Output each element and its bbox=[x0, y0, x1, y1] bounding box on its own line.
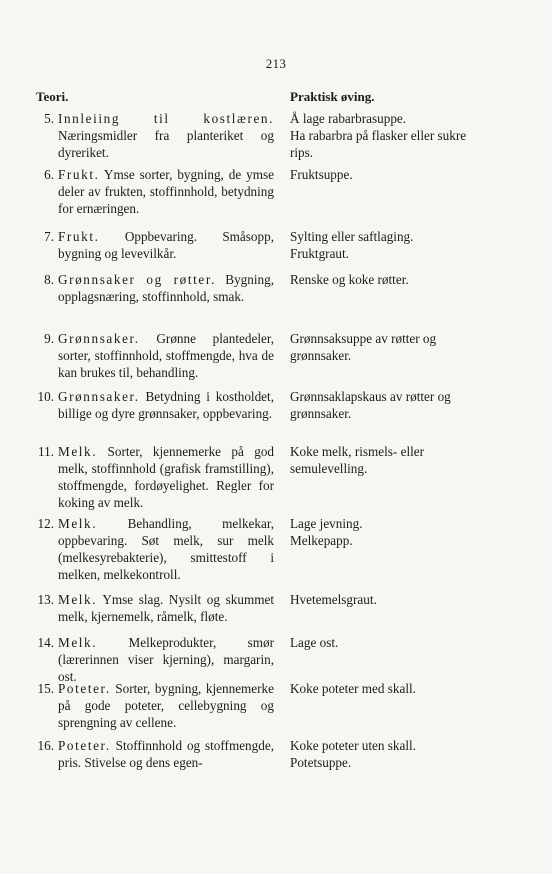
practice-line: Sylting eller saftlaging. bbox=[290, 229, 414, 244]
lesson-keyword: Frukt. bbox=[58, 229, 100, 244]
lesson-text: Behandling, melkekar, oppbevaring. Søt melk, sur melk (melkesyrebakterie), smittestoff i melken, melkekontroll. bbox=[58, 516, 274, 582]
practice-line: Ha rabarbra på flasker eller sukre rips. bbox=[290, 128, 467, 160]
lesson-number: 13. bbox=[37, 592, 54, 607]
lesson-theory bbox=[58, 737, 274, 771]
lesson-text: Ymse slag. Nysilt og skummet melk, kjernemelk, råmelk, fløte. bbox=[58, 592, 274, 624]
lesson-text: Grønne plantedeler, sorter, stoffinnhold, stoffmengde, hva de kan brukes til, behandling. bbox=[58, 331, 274, 380]
practice-line: Grønnsaksuppe av røtter og grønnsaker. bbox=[290, 331, 437, 363]
lesson-text: Bygning, opplagsnæring, stoffinnhold, smak. bbox=[58, 272, 275, 304]
lesson-number: 7. bbox=[44, 229, 54, 244]
lesson-keyword: Frukt. bbox=[58, 167, 100, 182]
lesson-keyword: Melk. bbox=[58, 516, 98, 531]
lesson-practice bbox=[290, 737, 468, 771]
lesson-practice bbox=[290, 388, 468, 422]
lesson-number: 10. bbox=[37, 389, 54, 404]
lesson-number: 8. bbox=[44, 272, 54, 287]
lesson-keyword: Melk. bbox=[58, 592, 98, 607]
practice-line: Koke melk, rismels- eller semulevelling. bbox=[290, 444, 425, 476]
lesson-theory bbox=[58, 228, 274, 262]
lesson-text: Sorter, kjennemerke på god melk, stoffinnhold (grafisk framstilling), stoffmengde, fordøyelighet. Regler for koking av melk. bbox=[58, 444, 275, 510]
theory-heading: Teori. bbox=[36, 89, 69, 104]
lesson-text: Oppbevaring. Småsopp, bygning og levevilkår. bbox=[58, 229, 274, 261]
lesson-keyword: Poteter. bbox=[58, 738, 111, 753]
lesson-practice bbox=[290, 515, 468, 549]
practice-line: Melkepapp. bbox=[290, 533, 353, 548]
lesson-practice bbox=[290, 228, 468, 262]
lesson-theory bbox=[58, 680, 274, 731]
lesson-theory bbox=[58, 271, 274, 305]
practice-line: Koke poteter med skall. bbox=[290, 681, 416, 696]
lesson-number: 9. bbox=[44, 331, 54, 346]
practice-line: Fruktgraut. bbox=[290, 246, 349, 261]
lesson-text: Næringsmidler fra planteriket og dyreriket. bbox=[58, 128, 274, 160]
lesson-keyword: Melk. bbox=[58, 444, 98, 459]
lesson-text: Sorter, bygning, kjennemerke på gode poteter, cellebygning og sprengning av cellene. bbox=[58, 681, 274, 730]
lesson-theory bbox=[58, 515, 274, 583]
lesson-text: Ymse sorter, bygning, de ymse deler av frukten, stoffinnhold, betydning for ernæringen. bbox=[58, 167, 274, 216]
lesson-theory bbox=[58, 330, 274, 381]
lesson-keyword: Poteter. bbox=[58, 681, 111, 696]
lesson-practice bbox=[290, 591, 468, 608]
lesson-theory bbox=[58, 166, 274, 217]
practice-line: Koke poteter uten skall. bbox=[290, 738, 416, 753]
lesson-number: 6. bbox=[44, 167, 54, 182]
lesson-theory bbox=[58, 634, 274, 685]
practice-line: Lage ost. bbox=[290, 635, 339, 650]
practice-line: Potetsuppe. bbox=[290, 755, 352, 770]
lesson-theory bbox=[58, 110, 274, 161]
lesson-practice bbox=[290, 443, 468, 477]
lesson-keyword: Melk. bbox=[58, 635, 98, 650]
practice-line: Fruktsuppe. bbox=[290, 167, 353, 182]
lesson-practice bbox=[290, 166, 468, 183]
lesson-number: 5. bbox=[44, 111, 54, 126]
lesson-number: 16. bbox=[37, 738, 54, 753]
lesson-number: 14. bbox=[37, 635, 54, 650]
lesson-number: 15. bbox=[37, 681, 54, 696]
lesson-number: 12. bbox=[37, 516, 54, 531]
lesson-keyword: Grønnsaker og røtter. bbox=[58, 272, 216, 287]
lesson-theory bbox=[58, 388, 274, 422]
lesson-practice bbox=[290, 634, 468, 651]
lesson-theory bbox=[58, 443, 274, 511]
lesson-practice bbox=[290, 680, 468, 697]
practice-heading: Praktisk øving. bbox=[290, 89, 375, 104]
lesson-text: Betydning i kostholdet, billige og dyre grønnsaker, oppbevaring. bbox=[58, 389, 274, 421]
practice-line: Hvetemelsgraut. bbox=[290, 592, 377, 607]
practice-line: Grønnsaklapskaus av røtter og grønnsaker. bbox=[290, 389, 451, 421]
practice-line: Lage jevning. bbox=[290, 516, 363, 531]
lesson-practice bbox=[290, 110, 468, 161]
lesson-practice bbox=[290, 330, 468, 364]
lesson-number: 11. bbox=[38, 444, 54, 459]
lesson-theory bbox=[58, 591, 274, 625]
lesson-text: Stoffinnhold og stoffmengde, pris. Stivelse og dens egen- bbox=[58, 738, 274, 770]
lesson-text: Melkeprodukter, smør (lærerinnen viser kjerning), margarin, ost. bbox=[58, 635, 274, 684]
lesson-practice bbox=[290, 271, 468, 288]
practice-line: Renske og koke røtter. bbox=[290, 272, 409, 287]
lesson-keyword: Grønnsaker. bbox=[58, 389, 140, 404]
practice-line: Å lage rabarbrasuppe. bbox=[290, 111, 407, 126]
lesson-keyword: Grønnsaker. bbox=[58, 331, 140, 346]
lesson-keyword: Innleiing til kostlæren. bbox=[58, 111, 274, 126]
page-number: 213 bbox=[265, 56, 287, 71]
